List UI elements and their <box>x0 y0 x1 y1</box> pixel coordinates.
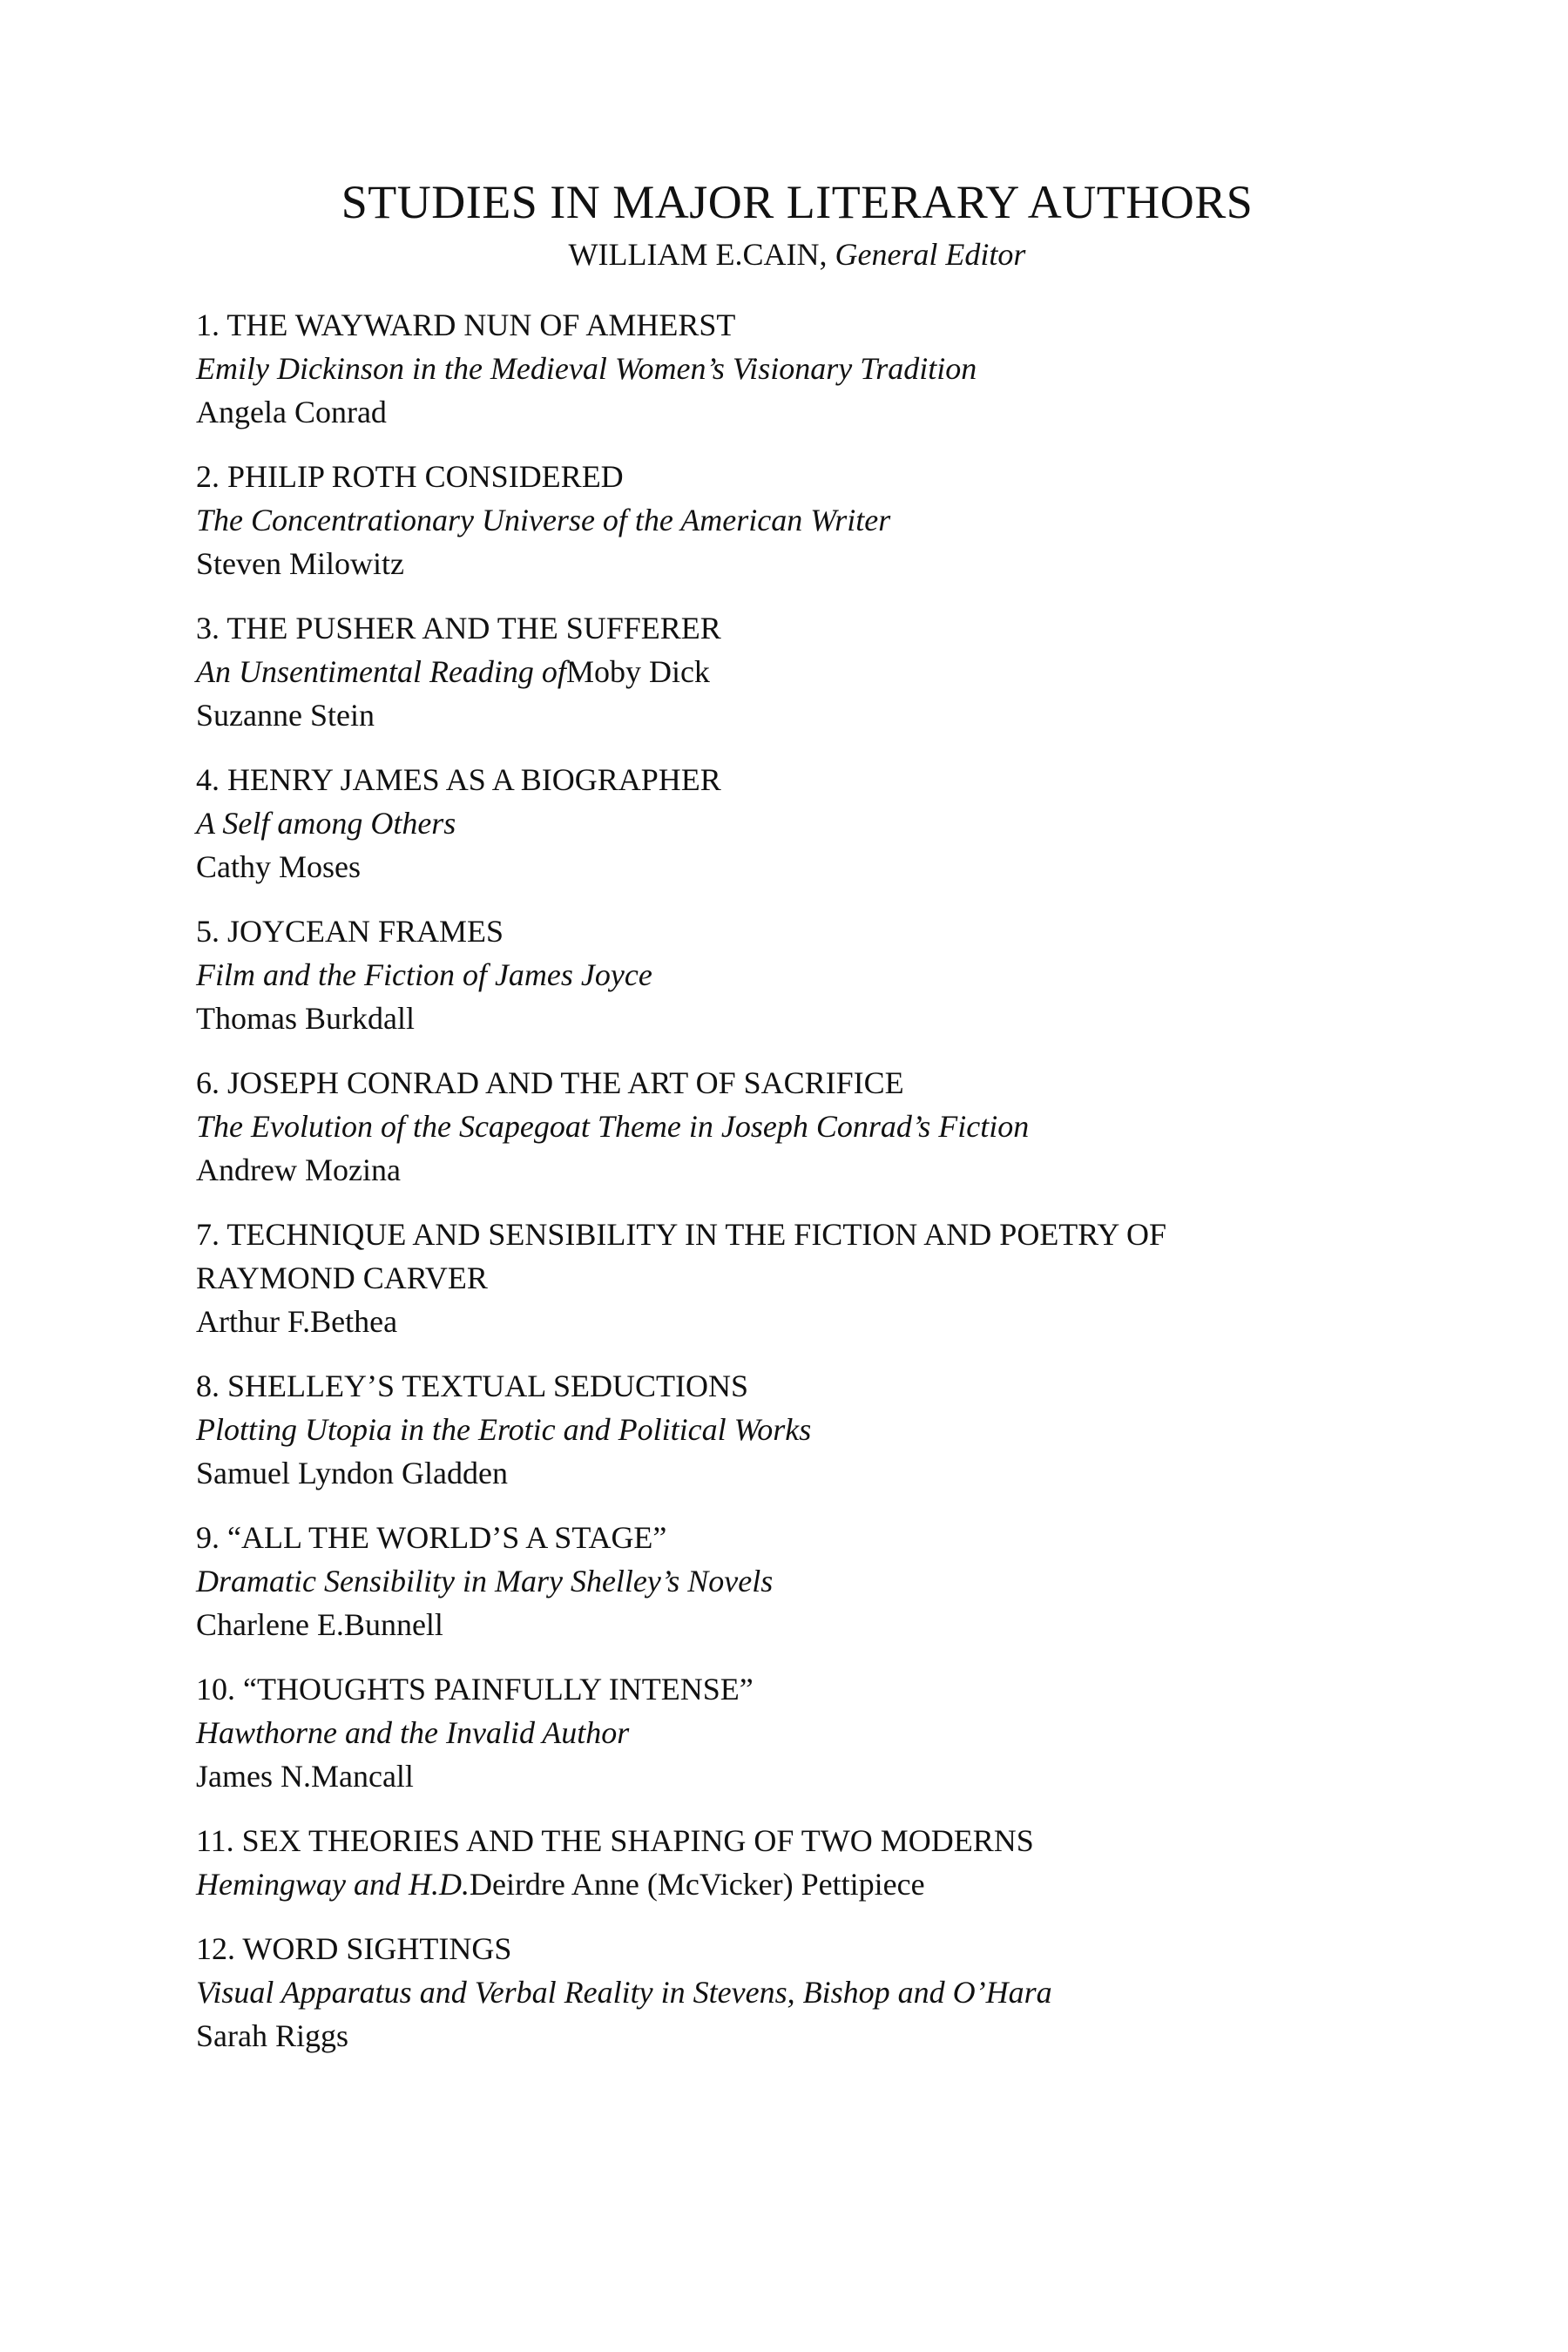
book-entry-2 <box>196 455 1398 585</box>
book-subtitle: Plotting Utopia in the Erotic and Political Works <box>196 1412 812 1447</box>
book-number: 11. <box>196 1823 234 1858</box>
book-author: Sarah Riggs <box>196 2018 348 2053</box>
book-subtitle: Hemingway and H.D. <box>196 1867 470 1902</box>
book-heading <box>196 1516 1398 1559</box>
book-heading <box>196 1667 1398 1711</box>
book-entry-12 <box>196 1927 1398 2058</box>
editor-name: WILLIAM E.CAIN, <box>568 237 828 272</box>
book-heading <box>196 1061 1398 1105</box>
book-title: “ALL THE WORLD’S A STAGE” <box>227 1520 667 1555</box>
book-subtitle: Hawthorne and the Invalid Author <box>196 1715 630 1750</box>
book-number: 9. <box>196 1520 220 1555</box>
book-author: Angela Conrad <box>196 395 387 429</box>
book-entry-10 <box>196 1667 1398 1798</box>
book-entry-9 <box>196 1516 1398 1646</box>
book-title: THE PUSHER AND THE SUFFERER <box>226 611 721 645</box>
book-subtitle-work-title: Moby Dick <box>565 654 710 689</box>
book-entry-3 <box>196 606 1398 737</box>
book-number: 3. <box>196 611 220 645</box>
book-entry-5 <box>196 909 1398 1040</box>
book-subtitle <box>196 650 1398 693</box>
book-subtitle: The Concentrationary Universe of the American Writer <box>196 503 891 537</box>
book-number: 10. <box>196 1672 235 1707</box>
book-number: 5. <box>196 914 220 949</box>
book-entry-11 <box>196 1819 1398 1906</box>
book-title: JOYCEAN FRAMES <box>227 914 504 949</box>
book-subtitle: Emily Dickinson in the Medieval Women’s Visionary Tradition <box>196 351 977 386</box>
book-number: 12. <box>196 1931 235 1966</box>
book-entry-6 <box>196 1061 1398 1192</box>
editor-role: General Editor <box>835 237 1026 272</box>
book-entry-1 <box>196 303 1398 434</box>
book-author: Arthur F.Bethea <box>196 1304 398 1339</box>
book-title: “THOUGHTS PAINFULLY INTENSE” <box>243 1672 754 1707</box>
book-heading <box>196 303 1398 347</box>
book-number: 2. <box>196 459 220 494</box>
book-subtitle-and-author <box>196 1862 1398 1906</box>
book-author: Steven Milowitz <box>196 546 404 581</box>
book-author: James N.Mancall <box>196 1759 414 1794</box>
book-author: Charlene E.Bunnell <box>196 1607 443 1642</box>
book-author: Andrew Mozina <box>196 1152 401 1187</box>
book-number: 1. <box>196 308 220 342</box>
general-editor-line <box>196 233 1398 275</box>
book-subtitle: Dramatic Sensibility in Mary Shelley’s Novels <box>196 1564 774 1598</box>
book-number: 6. <box>196 1065 220 1100</box>
book-author: Samuel Lyndon Gladden <box>196 1456 508 1490</box>
book-number: 8. <box>196 1369 220 1403</box>
book-entry-4 <box>196 758 1398 889</box>
book-heading <box>196 758 1398 801</box>
book-heading <box>196 455 1398 498</box>
book-subtitle-italic: An Unsentimental Reading of <box>196 654 566 689</box>
book-title: HENRY JAMES AS A BIOGRAPHER <box>227 762 721 797</box>
book-number: 4. <box>196 762 220 797</box>
book-subtitle: The Evolution of the Scapegoat Theme in Joseph Conrad’s Fiction <box>196 1109 1030 1144</box>
book-author: Thomas Burkdall <box>196 1001 415 1036</box>
series-title: STUDIES IN MAJOR LITERARY AUTHORS <box>341 176 1254 228</box>
book-number: 7. <box>196 1217 220 1252</box>
book-subtitle: A Self among Others <box>196 806 456 841</box>
book-title: THE WAYWARD NUN OF AMHERST <box>226 308 736 342</box>
book-title: SHELLEY’S TEXTUAL SEDUCTIONS <box>227 1369 748 1403</box>
book-author: Cathy Moses <box>196 849 361 884</box>
book-list <box>196 303 1398 2058</box>
book-title: SEX THEORIES AND THE SHAPING OF TWO MODERNS <box>241 1823 1034 1858</box>
book-subtitle: Visual Apparatus and Verbal Reality in Stevens, Bishop and O’Hara <box>196 1975 1052 2010</box>
book-author: Suzanne Stein <box>196 698 375 733</box>
series-page <box>196 174 1398 2078</box>
book-title: PHILIP ROTH CONSIDERED <box>227 459 624 494</box>
book-subtitle: Film and the Fiction of James Joyce <box>196 957 652 992</box>
book-heading <box>196 1819 1398 1862</box>
book-title: JOSEPH CONRAD AND THE ART OF SACRIFICE <box>227 1065 904 1100</box>
book-heading <box>196 1213 1398 1256</box>
book-entry-7 <box>196 1213 1398 1343</box>
book-title: TECHNIQUE AND SENSIBILITY IN THE FICTION AND POETRY OF <box>226 1217 1167 1252</box>
book-heading <box>196 1364 1398 1408</box>
book-title: WORD SIGHTINGS <box>242 1931 512 1966</box>
book-heading <box>196 909 1398 953</box>
book-title-continued: RAYMOND CARVER <box>196 1260 488 1295</box>
book-entry-8 <box>196 1364 1398 1495</box>
book-heading <box>196 606 1398 650</box>
book-heading <box>196 1927 1398 1970</box>
book-author: Deirdre Anne (McVicker) Pettipiece <box>469 1867 925 1902</box>
